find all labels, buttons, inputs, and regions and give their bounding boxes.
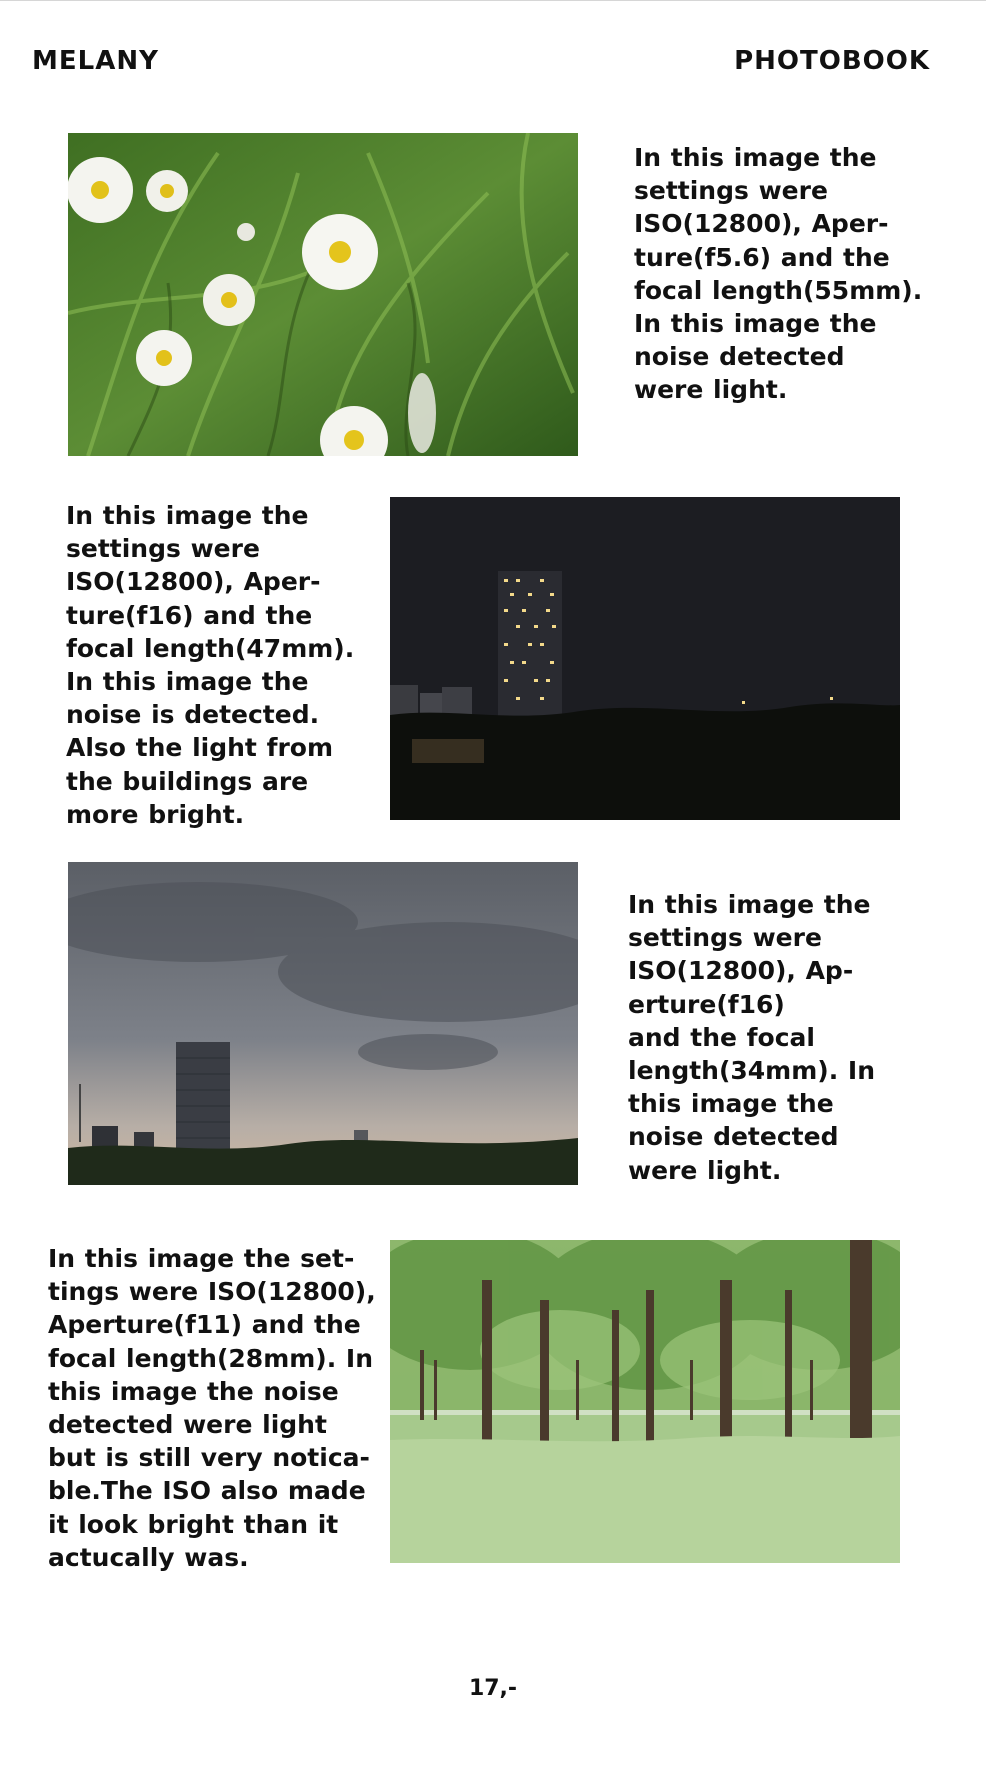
daisies-photo xyxy=(68,133,578,456)
night-city-photo xyxy=(390,497,900,820)
photo-3-caption: In this image the settings were ISO(12800), Ap- erture(f16) and the focal length(34mm). In this image the noise detected were light. xyxy=(628,890,876,1185)
book-title: PHOTOBOOK xyxy=(734,46,930,76)
page-number: 17,- xyxy=(468,1676,518,1701)
cloudy-sky-photo xyxy=(68,862,578,1185)
photo-1-caption: In this image the settings were ISO(12800), Aper- ture(f5.6) and the focal length(55mm). In this image the noise detected were light. xyxy=(634,143,923,405)
author-name: MELANY xyxy=(32,46,159,76)
photo-2-caption: In this image the settings were ISO(12800), Aper- ture(f16) and the focal length(47mm). In this image the noise is detected. Also the light from the buildings are more bright. xyxy=(66,501,355,829)
park-trees-photo xyxy=(390,1240,900,1563)
top-divider xyxy=(0,0,986,1)
photo-4-caption: In this image the set- tings were ISO(12800), Aperture(f11) and the focal length(28mm). In this image the noise detected were light but is still very notica- ble.The ISO also made it look bright than it actucally was. xyxy=(48,1244,376,1572)
